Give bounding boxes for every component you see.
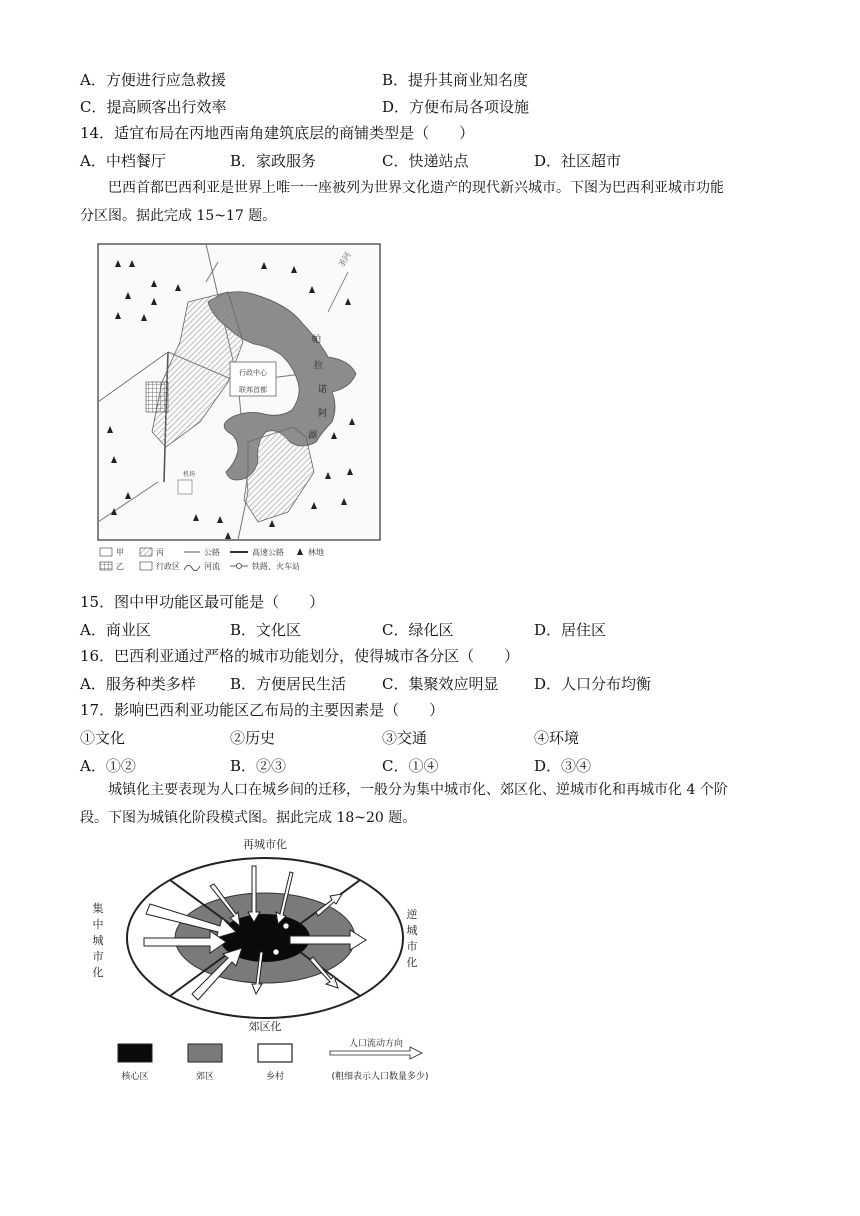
q14-stem: 14．适宜布局在丙地西南角建筑底层的商铺类型是（ ） [80,124,475,142]
q14-option-b: B．家政服务 [230,152,317,170]
brasilia-function-map [88,232,392,578]
q17-factor-4: ④环境 [534,729,580,747]
legend-flow-note: (粗细表示人口数量多少) [331,1072,429,1082]
label-concentrated-char: 化 [92,966,104,979]
q17-option-b: B．②③ [230,757,287,775]
q17-stem: 17．影响巴西利亚功能区乙布局的主要因素是（ ） [80,701,445,719]
passage-urbanization [80,776,780,832]
passage-brasilia-line1: 巴西首都巴西利亚是世界上唯一一座被列为世界文化遗产的现代新兴城市。下图为巴西利亚城市功能 [108,180,724,196]
passage-urbanization-line2: 段。下图为城镇化阶段模式图。据此完成 18~20 题。 [80,810,417,826]
q15-option-b: B．文化区 [230,621,302,639]
legend-road: 公路 [204,548,220,557]
q16-option-b: B．方便居民生活 [230,675,347,693]
legend-yi: 乙 [116,562,124,571]
legend-core-label: 核心区 [121,1072,149,1082]
q17-factor-2: ②历史 [230,729,276,747]
label-concentrated-char: 集 [92,902,104,915]
label-reurbanization: 再城市化 [243,838,287,851]
legend-suburb-label: 郊区 [195,1072,215,1082]
label-concentrated-char: 城 [92,934,104,947]
legend-highway: 高速公路 [252,548,284,557]
label-counter-char: 市 [406,940,418,953]
legend-bing: 丙 [156,548,164,557]
legend-flow-label: 人口流动方向 [348,1039,404,1049]
q14-option-a: A．中档餐厅 [80,152,166,170]
q13-option-b: B．提升其商业知名度 [382,71,529,89]
river-label: 圣河 [336,250,353,269]
q14-option-d: D．社区超市 [534,152,622,170]
label-counter-char: 逆 [406,908,418,921]
label-counter-char: 化 [406,956,418,969]
district-yi [146,382,168,412]
passage-brasilia [80,174,780,230]
label-suburbanization: 郊区化 [248,1020,282,1033]
q13-option-d: D．方便布局各项设施 [382,98,530,116]
airport-label: 机场 [183,471,196,478]
legend-forest: 林地 [308,548,324,557]
legend-rural-swatch [258,1044,292,1062]
lake-char: 阿 [318,409,328,419]
q13-option-c: C．提高顾客出行效率 [80,98,227,116]
q15-option-d: D．居住区 [534,621,607,639]
admin-label-2: 联邦首都 [239,386,267,394]
label-concentrated-char: 中 [92,918,104,931]
lake-char: 拉 [314,361,324,371]
passage-brasilia-line2: 分区图。据此完成 15~17 题。 [80,208,277,224]
q15-option-a: A．商业区 [80,621,151,639]
map-legend [100,547,324,571]
legend-suburb-swatch [188,1044,222,1062]
q13-option-a: A．方便进行应急救援 [80,71,226,89]
q16-stem: 16．巴西利亚通过严格的城市功能划分，使得城市各分区（ ） [80,647,520,665]
q17-option-a: A．①② [80,757,136,775]
legend-rural-label: 乡村 [265,1072,285,1082]
q16-option-c: C．集聚效应明显 [382,675,499,693]
label-counter-char: 城 [406,924,418,937]
q17-option-c: C．①④ [382,757,439,775]
legend-railway: 铁路、火车站 [252,562,300,571]
lake-char: 诺 [318,385,328,395]
lake-char: 湖 [308,431,318,441]
legend-river: 河流 [204,562,220,571]
admin-label-1: 行政中心 [239,369,267,377]
q17-factor-3: ③交通 [382,729,428,747]
legend-core-swatch [118,1044,152,1062]
q15-option-c: C．绿化区 [382,621,454,639]
q17-factor-1: ①文化 [80,729,126,747]
lake-char: 帕 [312,335,322,345]
q14-option-c: C．快递站点 [382,152,469,170]
airport-box [178,480,192,494]
label-concentrated-char: 市 [92,950,104,963]
legend-admin: 行政区 [156,562,180,571]
passage-urbanization-line1: 城镇化主要表现为人口在城乡间的迁移，一般分为集中城市化、郊区化、逆城市化和再城市化 4 个阶 [108,782,728,798]
q16-option-d: D．人口分布均衡 [534,675,652,693]
q16-option-a: A．服务种类多样 [80,675,196,693]
q15-stem: 15．图中甲功能区最可能是（ ） [80,593,325,611]
q17-option-d: D．③④ [534,757,592,775]
urbanization-stage-diagram [80,834,450,1092]
legend-jia: 甲 [116,548,124,557]
